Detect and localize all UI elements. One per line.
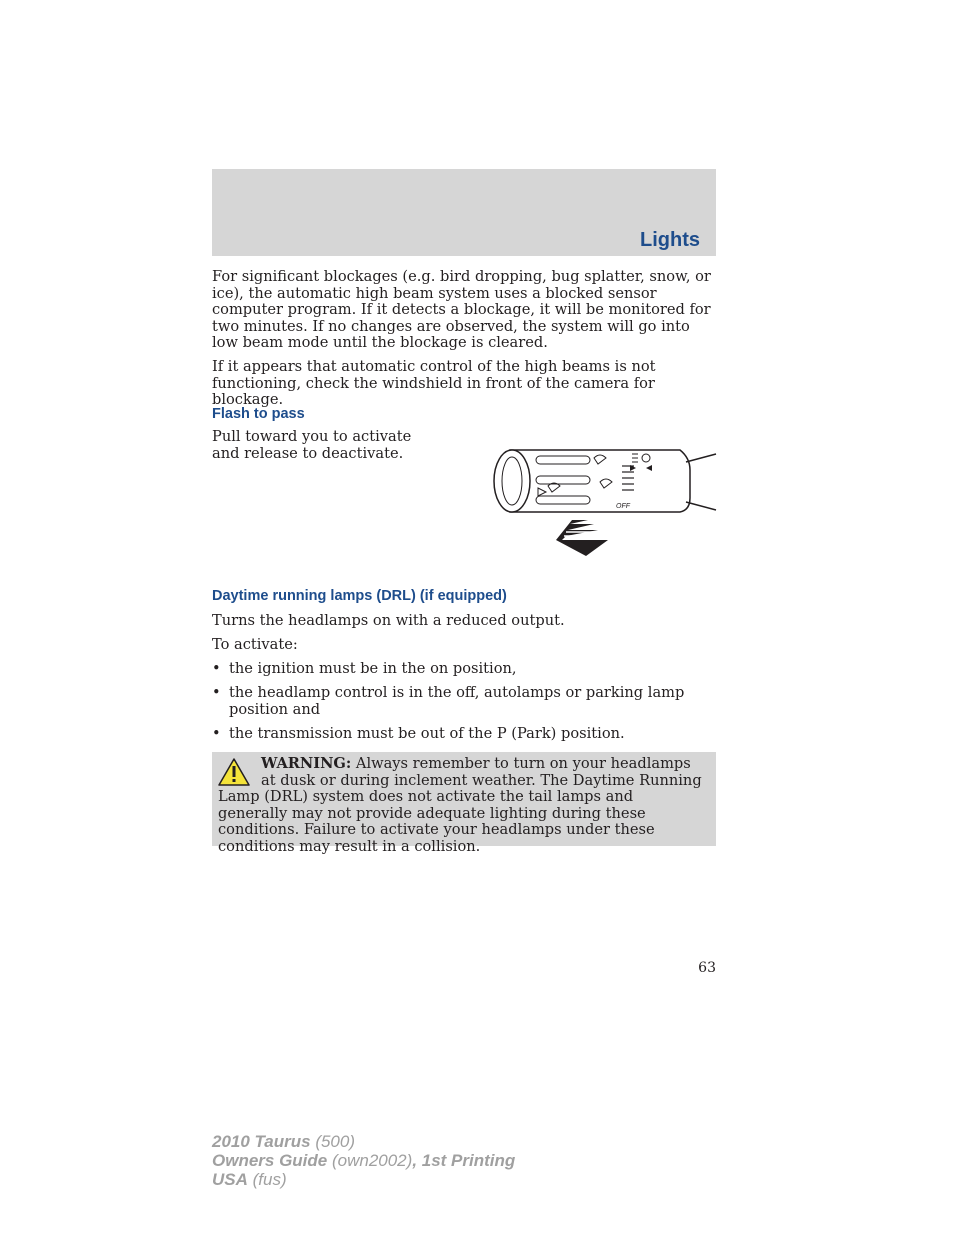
list-item (212, 685, 716, 718)
list-item-text: the transmission must be out of the P (Park) position. (229, 725, 625, 742)
footer-line-market: USA (fus) (212, 1170, 287, 1189)
list-item (212, 726, 716, 743)
warning-body: Always remember to turn on your headlamps at dusk or during inclement weather. The Daytime Running Lamp (DRL) system does not activate the tail lamps and generally may not provide adequate lighting during these conditions. Failure to activate your headlamps under these conditions may result in a collision. (218, 755, 702, 855)
warning-text (218, 756, 704, 855)
bullet-dot: • (212, 684, 221, 701)
section-header-band (212, 169, 716, 256)
paragraph-windshield: If it appears that automatic control of the high beams is not functioning, check the windshield in front of the camera for blockage. (212, 358, 656, 408)
list-item (212, 661, 716, 678)
bullet-dot: • (212, 725, 221, 742)
paragraph-flash-to-pass: Pull toward you to activate and release to deactivate. (212, 428, 412, 462)
warning-box (212, 752, 716, 855)
page-number: 63 (698, 960, 716, 976)
heading-flash-to-pass: Flash to pass (212, 406, 305, 422)
list-item-text: the ignition must be in the on position, (229, 660, 517, 677)
footer (212, 1132, 515, 1189)
paragraph-drl-intro: Turns the headlamps on with a reduced output. (212, 612, 565, 629)
list-item-text: the headlamp control is in the off, autolamps or parking lamp position and (229, 684, 685, 718)
bullet-dot: • (212, 660, 221, 677)
footer-line-guide: Owners Guide (own2002), 1st Printing (212, 1151, 516, 1170)
paragraph-blockage: For significant blockages (e.g. bird dropping, bug splatter, snow, or ice), the automatic high beam system uses a blocked sensor computer program. If it detects a blockage, it will be monitored for two minutes. If no changes are observed, the system will go into low beam mode until the blockage is cleared. (212, 268, 711, 351)
warning-label: WARNING: (261, 755, 352, 772)
heading-drl: Daytime running lamps (DRL) (if equipped) (212, 588, 507, 604)
off-label: OFF (616, 503, 630, 510)
turn-signal-lever-illustration (490, 440, 718, 558)
footer-line-model: 2010 Taurus (500) (212, 1132, 356, 1151)
section-title: Lights (640, 229, 700, 251)
paragraph-to-activate: To activate: (212, 636, 298, 653)
